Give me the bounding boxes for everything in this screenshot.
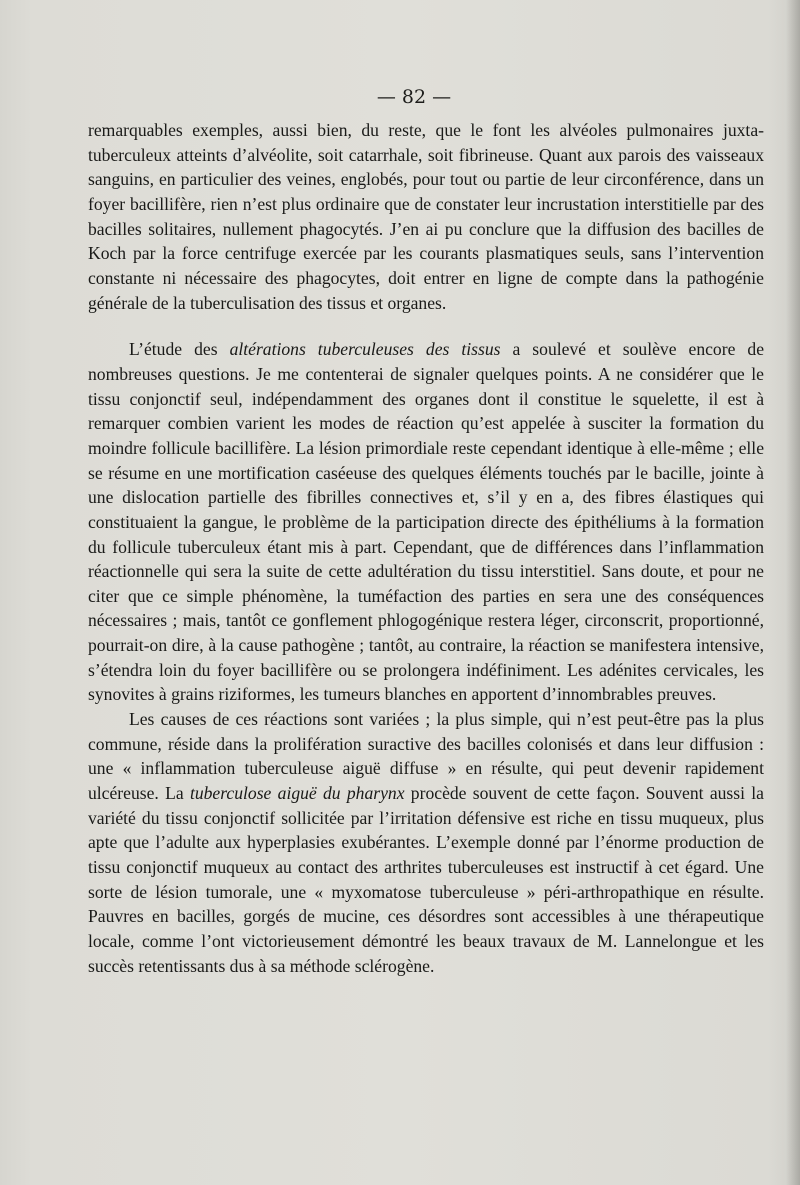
body-text (88, 118, 764, 978)
paragraph-3-lead: Les causes de ces réactions sont variées ; la plus simple, qui n’est peut-être pas la plus commune, réside dans la prolifération suractive des bacilles colonisés et dans leur diffusion : une « inflammation tuberculeuse aiguë diffuse » en résulte, qui peut devenir rapidement ulcéreuse. La (88, 709, 764, 804)
page-edge-shadow (786, 0, 800, 1185)
paragraph-1: remarquables exemples, aussi bien, du reste, que le font les alvéoles pulmonaires juxta-tuberculeux atteints d’alvéolite, soit catarrhale, soit fibrineuse. Quant aux parois des vaisseaux sanguins, en particulier des veines, englobés, pour tout ou partie de leur circonférence, dans un foyer bacillifère, rien n’est plus ordinaire que de constater leur incrustation interstitielle par des bacilles solitaires, nullement phagocytés. J’en ai pu conclure que la diffusion des bacilles de Koch par la force centrifuge exercée par les courants plasmatiques seuls, sans l’intervention constante ni nécessaire des phagocytes, doit entrer en ligne de compte dans la pathogénie générale de la tuberculisation des tissus et organes. (88, 120, 764, 313)
paragraph-3-body: procède souvent de cette façon. Souvent aussi la variété du tissu conjonctif sollicitée par l’irritation défensive est riche en tissu muqueux, plus apte que l’adulte aux hyperplasies exubérantes. L’exemple donné par l’énorme production de tissu conjonctif muqueux au contact des arthrites tuberculeuses est instructif à cet égard. Une sorte de lésion tumorale, une « myxomatose tuberculeuse » péri-arthropathique en résulte. Pauvres en bacilles, gorgés de mucine, ces désordres sont accessibles à une thérapeutique locale, comme l’ont victorieusement démontré les beaux travaux de M. Lannelongue et les succès retentissants dus à sa méthode sclérogène. (88, 783, 764, 976)
paragraph-3 (88, 707, 764, 978)
paragraph-2-lead: L’étude des (129, 339, 230, 360)
paragraph-2-body: a soulevé et soulève encore de nombreuses questions. Je me contenterai de signaler quelques points. A ne considérer que le tissu conjonctif seul, indépendamment des organes dont il constitue le squelette, il est à remarquer combien varient les modes de réaction qu’est appelée à susciter la formation du moindre follicule bacillifère. La lésion primordiale reste cependant identique à elle-même ; elle se résume en une mortification caséeuse des quelques éléments touchés par le bacille, jointe à une dislocation partielle des fibrilles connectives et, s’il y en a, des fibres élastiques qui constituaient la gangue, le problème de la participation directe des épithéliums à la formation du follicule tuberculeux étant mis à part. Cependant, que de différences dans l’inflammation réactionnelle qui sera la suite de cette adultération du tissu interstitiel. Sans doute, et pour ne citer que ce simple phénomène, la tuméfaction des parties en sera une des conséquences nécessaires ; mais, tantôt ce gonflement phlogogénique restera léger, circonscrit, proportionné, pourrait-on dire, à la cause pathogène ; tantôt, au contraire, la réaction se manifestera intensive, s’étendra loin du foyer bacillifère ou se prolongera indéfiniment. Les adénites cervicales, les synovites à grains riziformes, les tumeurs blanches en apportent d’innombrables preuves. (88, 339, 765, 705)
paragraph-2-italic-term: altérations tuberculeuses des tissus (229, 339, 501, 360)
paragraph-3-italic-term: tuberculose aiguë du pharynx (189, 783, 405, 804)
page-number: — 82 — (376, 86, 452, 108)
paragraph-2 (88, 337, 764, 707)
